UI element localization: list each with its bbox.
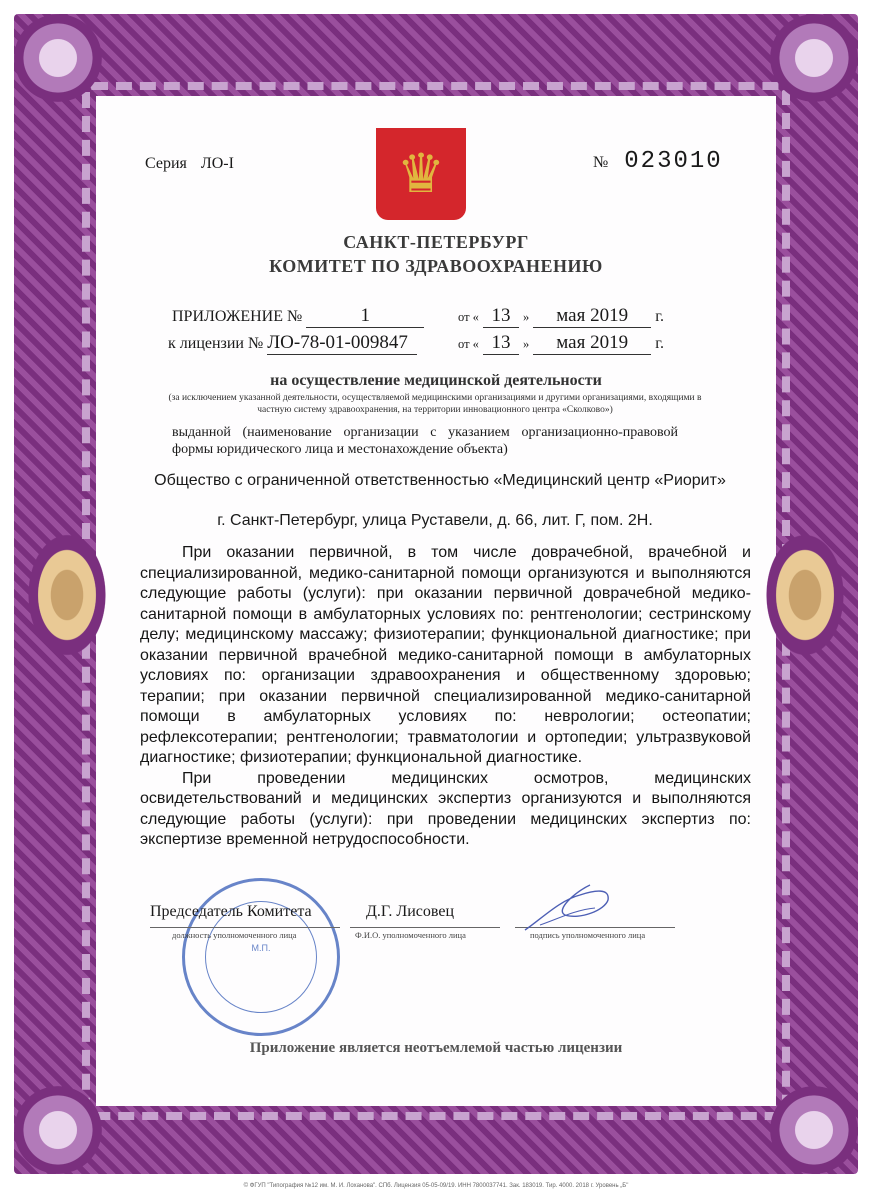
license-year-suffix: г.: [655, 335, 664, 352]
number-value: 023010: [624, 148, 723, 175]
license-date: [458, 332, 664, 355]
side-rosette-icon: [22, 525, 112, 665]
license-number: ЛО-78-01-009847: [267, 332, 417, 355]
appendix-year-suffix: г.: [655, 308, 664, 325]
stamp-place-label: М.П.: [251, 943, 271, 953]
corner-ornament-icon: [770, 1086, 858, 1174]
name-line: [350, 927, 500, 928]
corner-ornament-icon: [770, 14, 858, 102]
services-text: [140, 543, 751, 851]
footer-note: Приложение является неотъемлемой частью лицензии: [249, 1040, 623, 1056]
signatory-name: Д.Г. Лисовец: [366, 903, 454, 920]
official-seal: [182, 878, 340, 1036]
signature-caption: подпись уполномоченного лица: [530, 930, 646, 940]
corner-ornament-icon: [14, 1086, 102, 1174]
organization-name: Общество с ограниченной ответственностью «Медицинский центр «Риорит»: [154, 472, 726, 489]
appendix-month-year: мая 2019: [533, 305, 651, 328]
handwritten-signature: [520, 880, 620, 940]
license-month-year: мая 2019: [533, 332, 651, 355]
activity-heading: на осуществление медицинской деятельности: [270, 372, 602, 389]
appendix-day-close: »: [522, 310, 530, 324]
license-row: [168, 332, 417, 355]
activity-note: (за исключением указанной деятельности, осуществляемой медицинскими организациями и другими организациями, входящими в частную систему здравоохранения, на территории инновационного центра «Сколково»): [168, 393, 702, 415]
license-from-label: от «: [458, 337, 479, 351]
license-label: к лицензии №: [168, 335, 264, 352]
appendix-label: ПРИЛОЖЕНИЕ №: [172, 308, 303, 325]
organization-address: г. Санкт-Петербург, улица Руставели, д. 66, лит. Г, пом. 2Н.: [217, 512, 653, 529]
license-day: 13: [483, 332, 519, 355]
series-value: ЛО-I: [200, 155, 234, 172]
side-rosette-icon: [760, 525, 850, 665]
position-caption: должность уполномоченного лица: [172, 930, 297, 940]
series-field: [145, 155, 234, 173]
double-headed-eagle-icon: ♛: [396, 142, 446, 205]
print-info: © ФГУП "Типография №12 им. М. И. Лоханова". СПб. Лицензия 05-05-09/19. ИНН 7800037741. Зак. 183019. Тир. 4000. 2018 г. Уровень „Б": [243, 1183, 629, 1189]
appendix-day: 13: [483, 305, 519, 328]
corner-ornament-icon: [14, 14, 102, 102]
issued-to-label: выданной (наименование организации с указанием организационно-правовой формы юридического лица и местонахождение объекта): [172, 425, 678, 457]
issuer-committee: КОМИТЕТ ПО ЗДРАВООХРАНЕНИЮ: [269, 256, 603, 276]
license-day-close: »: [522, 337, 530, 351]
number-label: №: [593, 154, 609, 171]
appendix-from-label: от «: [458, 310, 479, 324]
coat-of-arms-emblem: [376, 128, 466, 220]
issuer-city: САНКТ-ПЕТЕРБУРГ: [343, 232, 529, 252]
name-caption: Ф.И.О. уполномоченного лица: [355, 930, 466, 940]
appendix-number: 1: [306, 305, 424, 328]
services-paragraph-1: При оказании первичной, в том числе доврачебной, врачебной и специализированной, медико-санитарной помощи организуются и выполняются следующие работы (услуги): при оказании первичной доврачебной медико-санитарной помощи в амбулаторных условиях по: рентгенологии; сестринскому делу; медицинскому массажу; физиотерапии; функциональной диагностике; при оказании первичной врачебной медико-санитарной помощи в амбулаторных условиях по: организации здравоохранения и общественному здоровью; терапии; при оказании первичной специализированной медико-санитарной помощи в амбулаторных условиях по: неврологии; остеопатии; рефлексотерапии; рентгенологии; травматологии и ортопедии; ультразвуковой диагностике; физиотерапии; функциональной диагностике.: [140, 544, 751, 766]
form-number-field: [593, 148, 723, 175]
position-line: [150, 927, 340, 928]
signatory-position: Председатель Комитета: [150, 903, 312, 920]
series-label: Серия: [145, 155, 187, 172]
appendix-row: [172, 305, 424, 328]
services-paragraph-2: При проведении медицинских осмотров, медицинских освидетельствований и медицинских экспертиз организуются и выполняются следующие работы (услуги): при проведении медицинских экспертиз по: экспертизе временной нетрудоспособности.: [140, 769, 751, 848]
appendix-date: [458, 305, 664, 328]
